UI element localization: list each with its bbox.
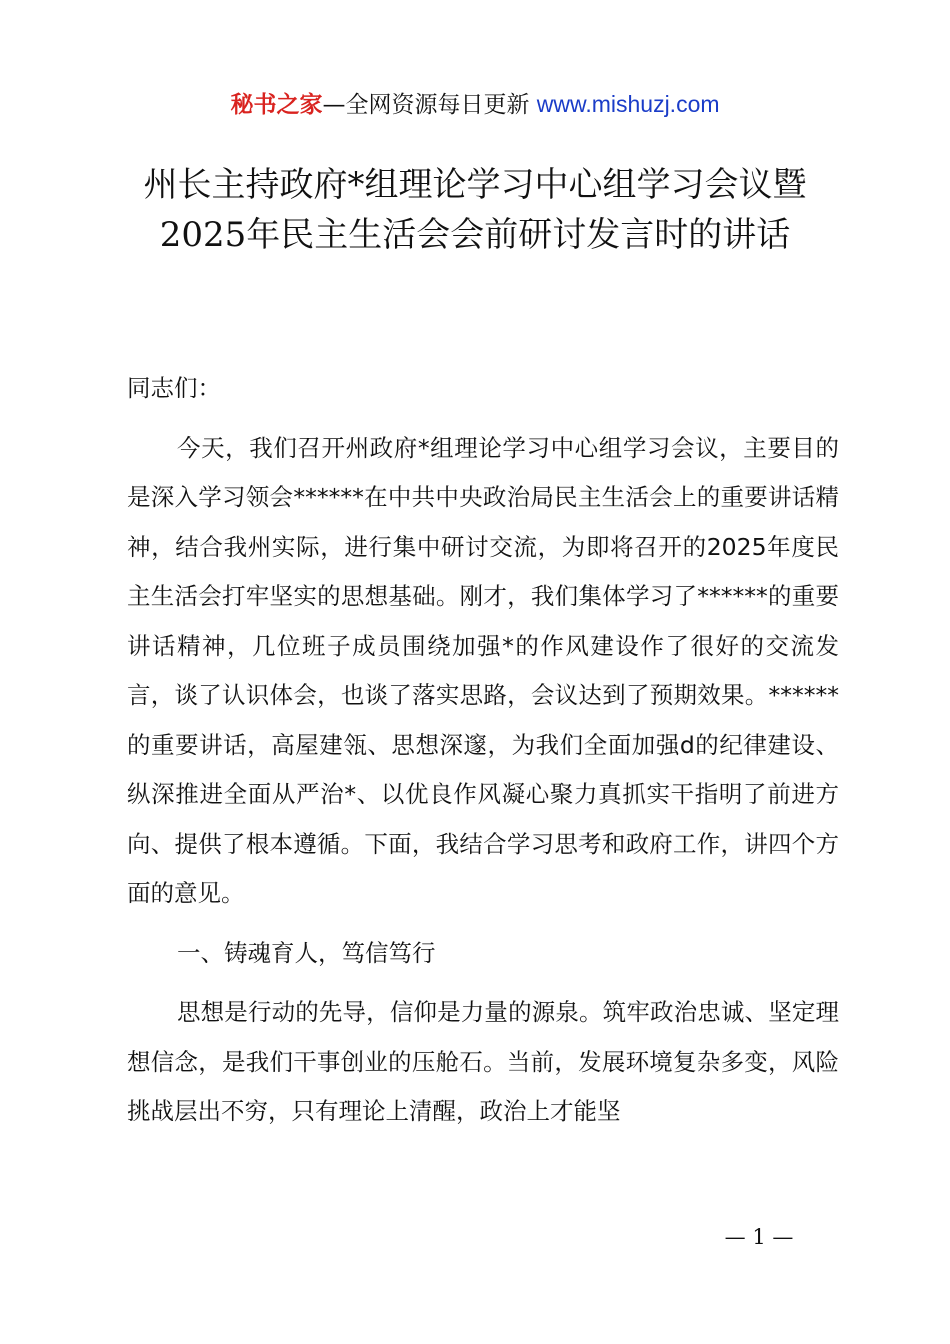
section-heading-1: 一、铸魂育人，笃信笃行 bbox=[177, 938, 436, 967]
document-title bbox=[60, 160, 890, 260]
paragraph-intro: 今天，我们召开州政府*组理论学习中心组学习会议，主要目的是深入学习领会******在中共中央政治局民主生活会上的重要讲话精神，结合我州实际，进行集中研讨交流，为即将召开的2025年度民主生活会打牢坚实的思想基础。刚才，我们集体学习了******的重要讲话精神，几位班子成员围绕加强*的作风建设作了很好的交流发言，谈了认识体会，也谈了落实思路，会议达到了预期效果。******的重要讲话，高屋建瓴、思想深邃，为我们全面加强d的纪律建设、纵深推进全面从严治*、以优良作风凝心聚力真抓实干指明了前进方向、提供了根本遵循。下面，我结合学习思考和政府工作，讲四个方面的意见。 bbox=[127, 433, 839, 907]
site-url[interactable]: www.mishuzj.com bbox=[536, 91, 720, 117]
title-line-2: 2025年民主生活会会前研讨发言时的讲话 bbox=[159, 215, 791, 255]
document-body bbox=[127, 364, 839, 1147]
salutation: 同志们： bbox=[127, 374, 221, 402]
title-line-1: 州长主持政府*组理论学习中心组学习会议暨 bbox=[143, 165, 807, 205]
paragraph-section-1: 思想是行动的先导，信仰是力量的源泉。筑牢政治忠诚、坚定理想信念，是我们干事创业的压舱石。当前，发展环境复杂多变，风险挑战层出不穷，只有理论上清醒，政治上才能坚 bbox=[127, 998, 839, 1125]
page-number: — 1 — bbox=[724, 1225, 794, 1249]
brand-name: 秘书之家 bbox=[230, 92, 323, 118]
site-header bbox=[0, 86, 950, 123]
header-slogan: —全网资源每日更新 bbox=[322, 92, 537, 118]
